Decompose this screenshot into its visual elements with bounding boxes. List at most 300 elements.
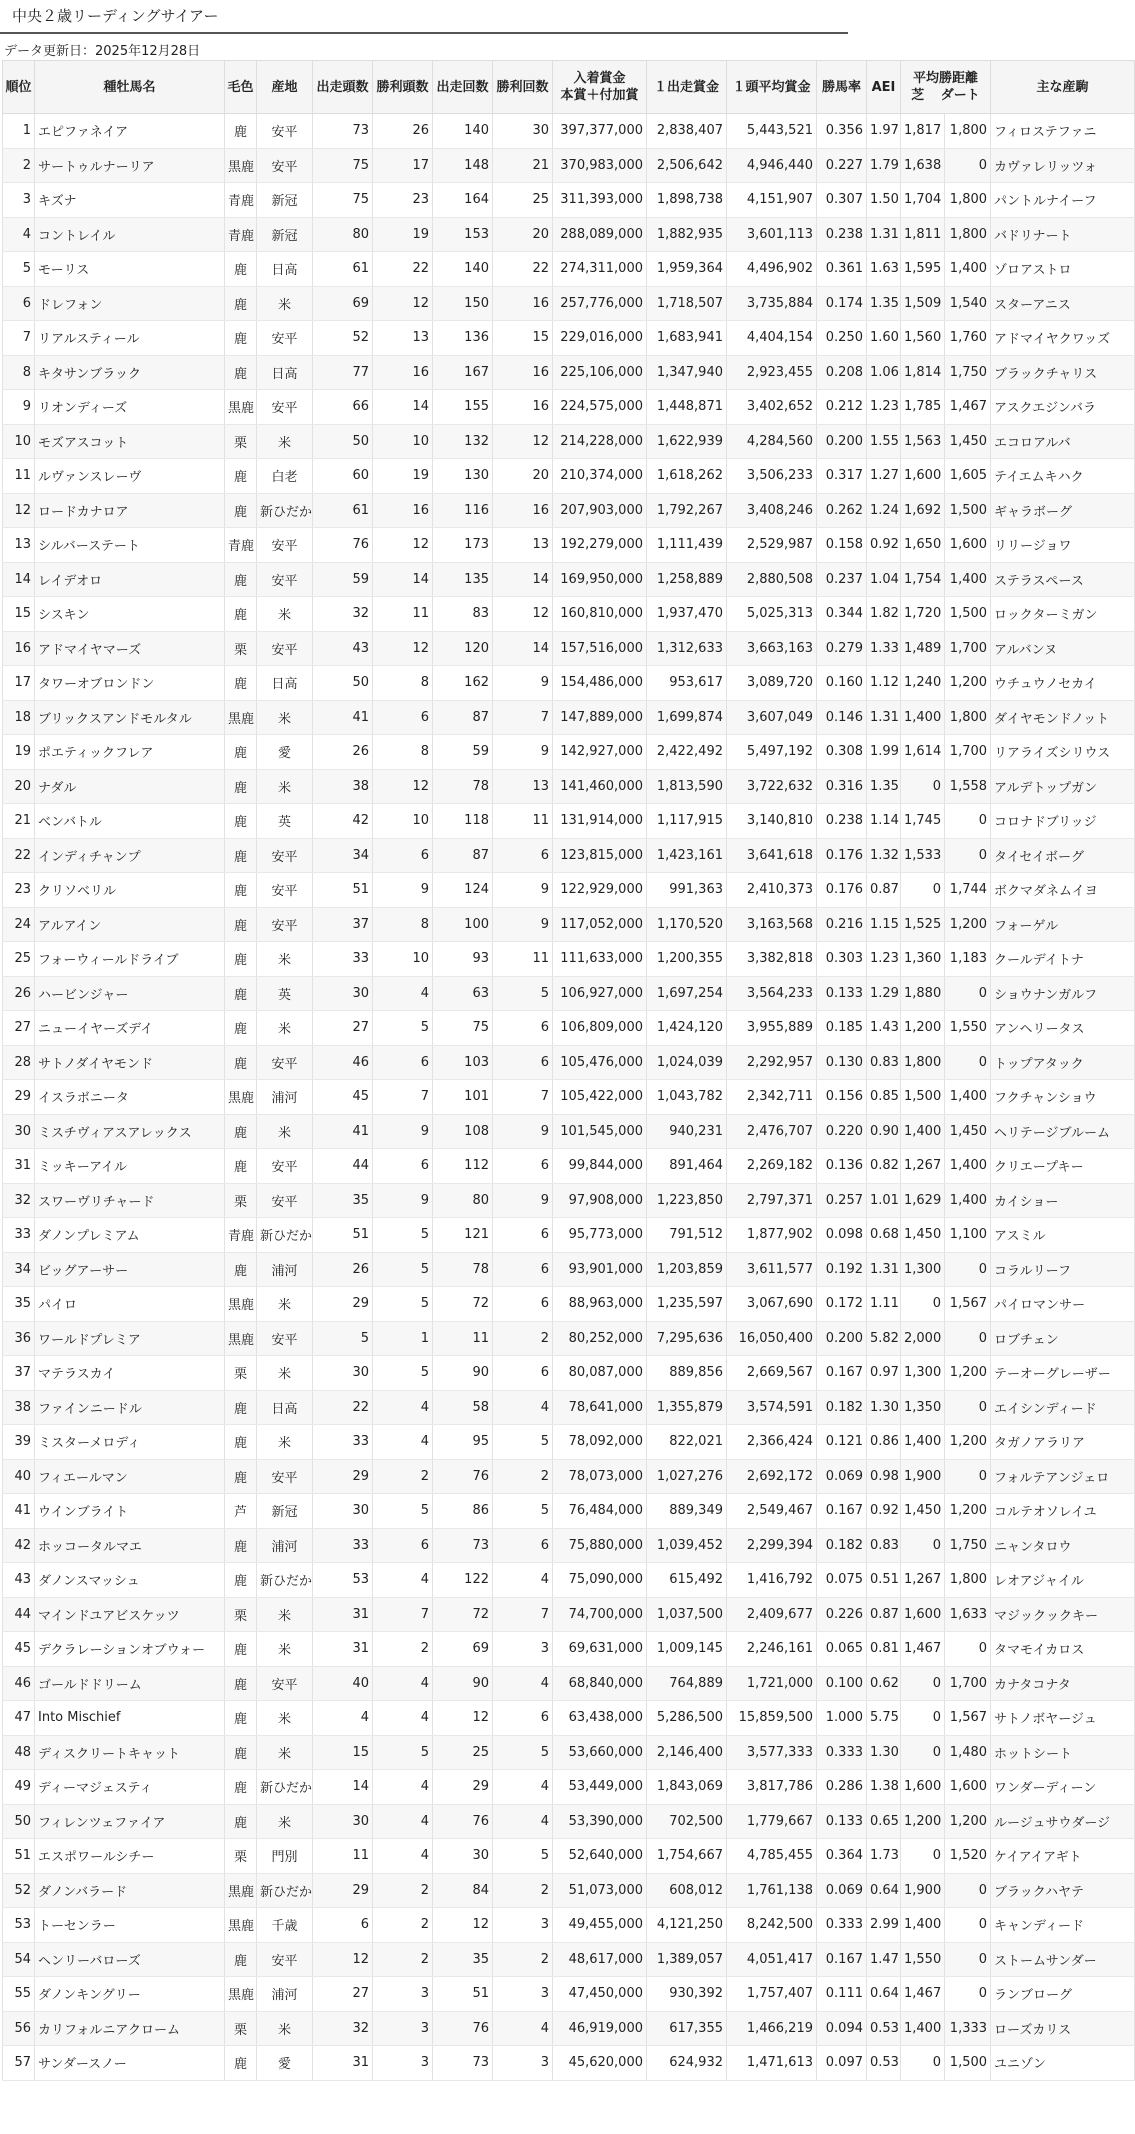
win-rate-cell: 0.212 xyxy=(817,390,867,425)
sire-name-link[interactable]: フォーウィールドライブ xyxy=(35,942,225,977)
dirt-distance-cell: 1,800 xyxy=(945,114,991,149)
main-horse-cell[interactable]: テーオーグレーザー xyxy=(991,1356,1135,1391)
table-row xyxy=(3,183,1135,218)
earnings-cell: 141,460,000 xyxy=(553,769,647,804)
main-horse-cell[interactable]: ショウナンガルフ xyxy=(991,976,1135,1011)
turf-distance-cell: 1,350 xyxy=(901,1390,945,1425)
sire-name-link[interactable]: パイロ xyxy=(35,1287,225,1322)
dirt-distance-cell: 1,550 xyxy=(945,1011,991,1046)
per-runner-cell: 3,663,163 xyxy=(727,631,817,666)
main-horse-cell[interactable]: ストームサンダー xyxy=(991,1942,1135,1977)
turf-distance-cell: 1,880 xyxy=(901,976,945,1011)
sire-name-link[interactable]: コントレイル xyxy=(35,217,225,252)
main-horse-cell[interactable]: パイロマンサー xyxy=(991,1287,1135,1322)
winners-cell: 2 xyxy=(373,1908,433,1943)
main-horse-cell[interactable]: ホットシート xyxy=(991,1735,1135,1770)
earnings-cell: 142,927,000 xyxy=(553,735,647,770)
winners-cell: 14 xyxy=(373,562,433,597)
main-horse-cell[interactable]: アドマイヤクワッズ xyxy=(991,321,1135,356)
per-runner-cell: 3,506,233 xyxy=(727,459,817,494)
per-start-cell: 1,843,069 xyxy=(647,1770,727,1805)
sire-name-link[interactable]: ファインニードル xyxy=(35,1390,225,1425)
sire-name-link[interactable]: リオンディーズ xyxy=(35,390,225,425)
table-row xyxy=(3,1011,1135,1046)
update-date: データ更新日：2025年12月28日 xyxy=(4,44,201,59)
wins-cell: 7 xyxy=(493,1597,553,1632)
main-horse-cell[interactable]: ワンダーディーン xyxy=(991,1770,1135,1805)
main-horse-cell[interactable]: サトノボヤージュ xyxy=(991,1701,1135,1736)
aei-cell: 0.92 xyxy=(867,528,901,563)
sire-name-link[interactable]: カリフォルニアクローム xyxy=(35,2011,225,2046)
earnings-cell: 68,840,000 xyxy=(553,1666,647,1701)
col-header-rank[interactable]: 順位 xyxy=(3,61,35,114)
aei-cell: 0.97 xyxy=(867,1356,901,1391)
sire-name-link[interactable]: ミスチヴィアスアレックス xyxy=(35,1114,225,1149)
win-rate-cell: 0.307 xyxy=(817,183,867,218)
main-horse-cell[interactable]: キャンディード xyxy=(991,1908,1135,1943)
starts-cell: 90 xyxy=(433,1666,493,1701)
origin-cell: 米 xyxy=(257,1597,313,1632)
win-rate-cell: 0.176 xyxy=(817,838,867,873)
main-horse-cell[interactable]: スターアニス xyxy=(991,286,1135,321)
dirt-distance-cell: 1,600 xyxy=(945,528,991,563)
main-horse-cell[interactable]: ダイヤモンドノット xyxy=(991,700,1135,735)
starts-cell: 90 xyxy=(433,1356,493,1391)
page-title: 中央２歳リーディングサイアー xyxy=(0,0,848,34)
main-horse-cell[interactable]: カイショー xyxy=(991,1183,1135,1218)
sire-name-link[interactable]: ウインブライト xyxy=(35,1494,225,1529)
origin-cell: 安平 xyxy=(257,1942,313,1977)
col-header-turf[interactable]: 芝 xyxy=(911,88,925,103)
sire-name-link[interactable]: ダノンプレミアム xyxy=(35,1218,225,1253)
origin-cell: 愛 xyxy=(257,735,313,770)
coat-cell: 鹿 xyxy=(225,493,257,528)
earnings-cell: 93,901,000 xyxy=(553,1252,647,1287)
sire-name-link[interactable]: ナダル xyxy=(35,769,225,804)
sire-name-link[interactable]: ブリックスアンドモルタル xyxy=(35,700,225,735)
table-row xyxy=(3,493,1135,528)
sire-name-link[interactable]: ディーマジェスティ xyxy=(35,1770,225,1805)
col-header-starts[interactable]: 出走回数 xyxy=(433,61,493,114)
coat-cell: 鹿 xyxy=(225,1804,257,1839)
sire-name-link[interactable]: ルヴァンスレーヴ xyxy=(35,459,225,494)
starts-cell: 78 xyxy=(433,769,493,804)
per-runner-cell: 1,877,902 xyxy=(727,1218,817,1253)
turf-distance-cell: 1,400 xyxy=(901,1425,945,1460)
win-rate-cell: 0.257 xyxy=(817,1183,867,1218)
main-horse-cell[interactable]: アルデトップガン xyxy=(991,769,1135,804)
sire-name-link[interactable]: ダノンスマッシュ xyxy=(35,1563,225,1598)
main-horse-cell[interactable]: ゾロアストロ xyxy=(991,252,1135,287)
aei-cell: 1.99 xyxy=(867,735,901,770)
earnings-cell: 160,810,000 xyxy=(553,597,647,632)
main-horse-cell[interactable]: リアライズシリウス xyxy=(991,735,1135,770)
main-horse-cell[interactable]: パントルナイーフ xyxy=(991,183,1135,218)
main-horse-cell[interactable]: コラルリーフ xyxy=(991,1252,1135,1287)
sire-name-link[interactable]: ワールドプレミア xyxy=(35,1321,225,1356)
starts-cell: 12 xyxy=(433,1908,493,1943)
aei-cell: 1.01 xyxy=(867,1183,901,1218)
col-header-win-rate[interactable]: 勝馬率 xyxy=(817,61,867,114)
win-rate-cell: 0.227 xyxy=(817,148,867,183)
aei-cell: 0.65 xyxy=(867,1804,901,1839)
sire-name-link[interactable]: ロードカナロア xyxy=(35,493,225,528)
sire-name-link[interactable]: モズアスコット xyxy=(35,424,225,459)
per-start-cell: 940,231 xyxy=(647,1114,727,1149)
col-header-coat[interactable]: 毛色 xyxy=(225,61,257,114)
sire-name-link[interactable]: ダノンキングリー xyxy=(35,1977,225,2012)
per-runner-cell: 3,601,113 xyxy=(727,217,817,252)
starts-cell: 162 xyxy=(433,666,493,701)
sire-name-link[interactable]: モーリス xyxy=(35,252,225,287)
coat-cell: 鹿 xyxy=(225,1632,257,1667)
turf-distance-cell: 1,811 xyxy=(901,217,945,252)
earnings-cell: 78,641,000 xyxy=(553,1390,647,1425)
sire-name-link[interactable]: シスキン xyxy=(35,597,225,632)
origin-cell: 安平 xyxy=(257,148,313,183)
per-runner-cell: 5,497,192 xyxy=(727,735,817,770)
main-horse-cell[interactable]: エコロアルバ xyxy=(991,424,1135,459)
dirt-distance-cell: 1,400 xyxy=(945,252,991,287)
col-header-origin[interactable]: 産地 xyxy=(257,61,313,114)
main-horse-cell[interactable]: フィロステファニ xyxy=(991,114,1135,149)
sire-name-link[interactable]: キタサンブラック xyxy=(35,355,225,390)
win-rate-cell: 0.167 xyxy=(817,1942,867,1977)
rank-cell: 46 xyxy=(3,1666,35,1701)
main-horse-cell[interactable]: バドリナート xyxy=(991,217,1135,252)
rank-cell: 5 xyxy=(3,252,35,287)
col-header-aei[interactable]: AEI xyxy=(867,61,901,114)
winners-cell: 5 xyxy=(373,1494,433,1529)
per-runner-cell: 2,692,172 xyxy=(727,1459,817,1494)
starts-cell: 121 xyxy=(433,1218,493,1253)
main-horse-cell[interactable]: クールデイトナ xyxy=(991,942,1135,977)
win-rate-cell: 0.136 xyxy=(817,1149,867,1184)
aei-cell: 1.82 xyxy=(867,597,901,632)
rank-cell: 57 xyxy=(3,2046,35,2081)
origin-cell: 新冠 xyxy=(257,1494,313,1529)
col-header-per-runner[interactable]: １頭平均賞金 xyxy=(727,61,817,114)
coat-cell: 青鹿 xyxy=(225,1218,257,1253)
sire-name-link[interactable]: ドレフォン xyxy=(35,286,225,321)
sire-name-link[interactable]: ミスターメロディ xyxy=(35,1425,225,1460)
sire-name-link[interactable]: フィエールマン xyxy=(35,1459,225,1494)
sire-name-link[interactable]: ダノンバラード xyxy=(35,1873,225,1908)
col-header-wins[interactable]: 勝利回数 xyxy=(493,61,553,114)
per-start-cell: 624,932 xyxy=(647,2046,727,2081)
earnings-cell: 105,476,000 xyxy=(553,1045,647,1080)
winners-cell: 10 xyxy=(373,804,433,839)
sire-name-link[interactable]: ポエティックフレア xyxy=(35,735,225,770)
main-horse-cell[interactable]: ロブチェン xyxy=(991,1321,1135,1356)
turf-distance-cell: 1,745 xyxy=(901,804,945,839)
origin-cell: 米 xyxy=(257,1425,313,1460)
earnings-cell: 53,660,000 xyxy=(553,1735,647,1770)
main-horse-cell[interactable]: マジックックキー xyxy=(991,1597,1135,1632)
main-horse-cell[interactable]: ボクマダネムイヨ xyxy=(991,873,1135,908)
col-header-winners[interactable]: 勝利頭数 xyxy=(373,61,433,114)
earnings-cell: 229,016,000 xyxy=(553,321,647,356)
main-horse-cell[interactable]: コロナドブリッジ xyxy=(991,804,1135,839)
main-horse-cell[interactable]: アンヘリータス xyxy=(991,1011,1135,1046)
turf-distance-cell: 1,450 xyxy=(901,1218,945,1253)
sire-name-link[interactable]: インディチャンプ xyxy=(35,838,225,873)
per-runner-cell: 2,269,182 xyxy=(727,1149,817,1184)
wins-cell: 9 xyxy=(493,907,553,942)
main-horse-cell[interactable]: フォーゲル xyxy=(991,907,1135,942)
origin-cell: 浦河 xyxy=(257,1080,313,1115)
earnings-cell: 76,484,000 xyxy=(553,1494,647,1529)
per-runner-cell: 2,409,677 xyxy=(727,1597,817,1632)
main-horse-cell[interactable]: ロックターミガン xyxy=(991,597,1135,632)
coat-cell: 鹿 xyxy=(225,1459,257,1494)
sire-name-link[interactable]: サンダースノー xyxy=(35,2046,225,2081)
dirt-distance-cell: 1,480 xyxy=(945,1735,991,1770)
sire-name-link[interactable]: マテラスカイ xyxy=(35,1356,225,1391)
starts-cell: 11 xyxy=(433,1321,493,1356)
main-horse-cell[interactable]: アルバンヌ xyxy=(991,631,1135,666)
sire-name-link[interactable]: アドマイヤマーズ xyxy=(35,631,225,666)
sire-name-link[interactable]: デクラレーションオブウォー xyxy=(35,1632,225,1667)
wins-cell: 6 xyxy=(493,1356,553,1391)
earnings-cell: 257,776,000 xyxy=(553,286,647,321)
rank-cell: 2 xyxy=(3,148,35,183)
turf-distance-cell: 1,525 xyxy=(901,907,945,942)
sire-name-link[interactable]: キズナ xyxy=(35,183,225,218)
runners-cell: 27 xyxy=(313,1977,373,2012)
main-horse-cell[interactable]: ケイアイアギト xyxy=(991,1839,1135,1874)
sire-name-link[interactable]: ゴールドドリーム xyxy=(35,1666,225,1701)
sire-name-link[interactable]: エスポワールシチー xyxy=(35,1839,225,1874)
sire-name-link[interactable]: リアルスティール xyxy=(35,321,225,356)
runners-cell: 30 xyxy=(313,1804,373,1839)
earnings-cell: 111,633,000 xyxy=(553,942,647,977)
turf-distance-cell: 1,489 xyxy=(901,631,945,666)
turf-distance-cell: 1,650 xyxy=(901,528,945,563)
sire-name-link[interactable]: クリソベリル xyxy=(35,873,225,908)
sire-name-link[interactable]: シルバーステート xyxy=(35,528,225,563)
main-horse-cell[interactable]: タイセイボーグ xyxy=(991,838,1135,873)
main-horse-cell[interactable]: タマモイカロス xyxy=(991,1632,1135,1667)
origin-cell: 千歳 xyxy=(257,1908,313,1943)
per-runner-cell: 2,366,424 xyxy=(727,1425,817,1460)
coat-cell: 鹿 xyxy=(225,1011,257,1046)
main-horse-cell[interactable]: ウチュウノセカイ xyxy=(991,666,1135,701)
table-row xyxy=(3,148,1135,183)
runners-cell: 4 xyxy=(313,1701,373,1736)
rank-cell: 28 xyxy=(3,1045,35,1080)
wins-cell: 3 xyxy=(493,1977,553,2012)
earnings-cell: 105,422,000 xyxy=(553,1080,647,1115)
coat-cell: 鹿 xyxy=(225,942,257,977)
sire-name-link[interactable]: Into Mischief xyxy=(35,1701,225,1736)
main-horse-cell[interactable]: フォルテアンジェロ xyxy=(991,1459,1135,1494)
main-horse-cell[interactable]: トップアタック xyxy=(991,1045,1135,1080)
runners-cell: 59 xyxy=(313,562,373,597)
origin-cell: 新ひだか xyxy=(257,1563,313,1598)
win-rate-cell: 0.333 xyxy=(817,1735,867,1770)
rank-cell: 1 xyxy=(3,114,35,149)
aei-cell: 0.92 xyxy=(867,1494,901,1529)
rank-cell: 48 xyxy=(3,1735,35,1770)
sire-name-link[interactable]: イスラボニータ xyxy=(35,1080,225,1115)
coat-cell: 鹿 xyxy=(225,907,257,942)
winners-cell: 5 xyxy=(373,1252,433,1287)
runners-cell: 45 xyxy=(313,1080,373,1115)
rank-cell: 34 xyxy=(3,1252,35,1287)
aei-cell: 0.87 xyxy=(867,1597,901,1632)
main-horse-cell[interactable]: カヴァレリッツォ xyxy=(991,148,1135,183)
runners-cell: 42 xyxy=(313,804,373,839)
main-horse-cell[interactable]: アスクエジンバラ xyxy=(991,390,1135,425)
per-runner-cell: 2,476,707 xyxy=(727,1114,817,1149)
sire-name-link[interactable]: フィレンツェファイア xyxy=(35,1804,225,1839)
sire-name-link[interactable]: アルアイン xyxy=(35,907,225,942)
sire-name-link[interactable]: ホッコータルマエ xyxy=(35,1528,225,1563)
starts-cell: 164 xyxy=(433,183,493,218)
winners-cell: 9 xyxy=(373,1183,433,1218)
main-horse-cell[interactable]: クリエープキー xyxy=(991,1149,1135,1184)
sire-name-link[interactable]: ビッグアーサー xyxy=(35,1252,225,1287)
main-horse-cell[interactable]: コルテオソレイユ xyxy=(991,1494,1135,1529)
turf-distance-cell: 1,400 xyxy=(901,1114,945,1149)
sire-name-link[interactable]: ハービンジャー xyxy=(35,976,225,1011)
table-row xyxy=(3,390,1135,425)
turf-distance-cell: 1,800 xyxy=(901,1045,945,1080)
main-horse-cell[interactable]: ユニゾン xyxy=(991,2046,1135,2081)
dirt-distance-cell: 1,500 xyxy=(945,2046,991,2081)
starts-cell: 72 xyxy=(433,1597,493,1632)
runners-cell: 76 xyxy=(313,528,373,563)
runners-cell: 69 xyxy=(313,286,373,321)
dirt-distance-cell: 0 xyxy=(945,1873,991,1908)
origin-cell: 英 xyxy=(257,976,313,1011)
origin-cell: 安平 xyxy=(257,1045,313,1080)
win-rate-cell: 0.226 xyxy=(817,1597,867,1632)
win-rate-cell: 0.185 xyxy=(817,1011,867,1046)
main-horse-cell[interactable]: リリージョワ xyxy=(991,528,1135,563)
per-runner-cell: 2,549,467 xyxy=(727,1494,817,1529)
starts-cell: 116 xyxy=(433,493,493,528)
aei-cell: 1.11 xyxy=(867,1287,901,1322)
sire-name-link[interactable]: サートゥルナーリア xyxy=(35,148,225,183)
table-row xyxy=(3,942,1135,977)
per-start-cell: 1,043,782 xyxy=(647,1080,727,1115)
sire-name-link[interactable]: スワーヴリチャード xyxy=(35,1183,225,1218)
main-horse-cell[interactable]: ヘリテージブルーム xyxy=(991,1114,1135,1149)
turf-distance-cell: 1,600 xyxy=(901,1770,945,1805)
win-rate-cell: 0.344 xyxy=(817,597,867,632)
turf-distance-cell: 1,600 xyxy=(901,1597,945,1632)
starts-cell: 93 xyxy=(433,942,493,977)
turf-distance-cell: 1,692 xyxy=(901,493,945,528)
per-runner-cell: 3,722,632 xyxy=(727,769,817,804)
sire-name-link[interactable]: レイデオロ xyxy=(35,562,225,597)
starts-cell: 135 xyxy=(433,562,493,597)
runners-cell: 34 xyxy=(313,838,373,873)
sire-name-link[interactable]: ヘンリーバローズ xyxy=(35,1942,225,1977)
coat-cell: 鹿 xyxy=(225,459,257,494)
per-runner-cell: 1,416,792 xyxy=(727,1563,817,1598)
table-row xyxy=(3,528,1135,563)
main-horse-cell[interactable]: ブラックチャリス xyxy=(991,355,1135,390)
main-horse-cell[interactable]: ニャンタロウ xyxy=(991,1528,1135,1563)
starts-cell: 148 xyxy=(433,148,493,183)
win-rate-cell: 0.174 xyxy=(817,286,867,321)
aei-cell: 1.31 xyxy=(867,217,901,252)
sire-name-link[interactable]: マインドユアビスケッツ xyxy=(35,1597,225,1632)
col-header-runners[interactable]: 出走頭数 xyxy=(313,61,373,114)
win-rate-cell: 0.356 xyxy=(817,114,867,149)
per-start-cell: 1,117,915 xyxy=(647,804,727,839)
main-horse-cell[interactable]: ステラスペース xyxy=(991,562,1135,597)
rank-cell: 39 xyxy=(3,1425,35,1460)
per-runner-cell: 4,284,560 xyxy=(727,424,817,459)
coat-cell: 鹿 xyxy=(225,597,257,632)
main-horse-cell[interactable]: タガノアラリア xyxy=(991,1425,1135,1460)
origin-cell: 安平 xyxy=(257,1321,313,1356)
win-rate-cell: 0.262 xyxy=(817,493,867,528)
col-header-sire[interactable]: 種牡馬名 xyxy=(35,61,225,114)
sire-name-link[interactable]: トーセンラー xyxy=(35,1908,225,1943)
winners-cell: 4 xyxy=(373,1563,433,1598)
main-horse-cell[interactable]: アスミル xyxy=(991,1218,1135,1253)
col-header-earnings[interactable] xyxy=(553,61,647,114)
main-horse-cell[interactable]: フクチャンショウ xyxy=(991,1080,1135,1115)
main-horse-cell[interactable]: ブラックハヤテ xyxy=(991,1873,1135,1908)
table-row xyxy=(3,907,1135,942)
winners-cell: 5 xyxy=(373,1735,433,1770)
turf-distance-cell: 0 xyxy=(901,1839,945,1874)
runners-cell: 66 xyxy=(313,390,373,425)
per-runner-cell: 4,404,154 xyxy=(727,321,817,356)
main-horse-cell[interactable]: カナタコナタ xyxy=(991,1666,1135,1701)
coat-cell: 栗 xyxy=(225,424,257,459)
wins-cell: 20 xyxy=(493,459,553,494)
main-horse-cell[interactable]: ランブローグ xyxy=(991,1977,1135,2012)
rank-cell: 51 xyxy=(3,1839,35,1874)
col-header-dirt[interactable]: ダート xyxy=(940,88,980,103)
main-horse-cell[interactable]: ルージュサウダージ xyxy=(991,1804,1135,1839)
coat-cell: 鹿 xyxy=(225,838,257,873)
sire-name-link[interactable]: タワーオブロンドン xyxy=(35,666,225,701)
col-header-per-start[interactable]: １出走賞金 xyxy=(647,61,727,114)
sire-name-link[interactable]: エピファネイア xyxy=(35,114,225,149)
per-start-cell: 1,027,276 xyxy=(647,1459,727,1494)
rank-cell: 54 xyxy=(3,1942,35,1977)
sire-name-link[interactable]: ニューイヤーズデイ xyxy=(35,1011,225,1046)
main-horse-cell[interactable]: エイシンディード xyxy=(991,1390,1135,1425)
earnings-cell: 75,880,000 xyxy=(553,1528,647,1563)
starts-cell: 100 xyxy=(433,907,493,942)
dirt-distance-cell: 1,800 xyxy=(945,183,991,218)
rank-cell: 55 xyxy=(3,1977,35,2012)
sire-name-link[interactable]: ミッキーアイル xyxy=(35,1149,225,1184)
sire-name-link[interactable]: サトノダイヤモンド xyxy=(35,1045,225,1080)
win-rate-cell: 0.208 xyxy=(817,355,867,390)
earnings-cell: 80,087,000 xyxy=(553,1356,647,1391)
main-horse-cell[interactable]: テイエムキハク xyxy=(991,459,1135,494)
main-horse-cell[interactable]: ギャラボーグ xyxy=(991,493,1135,528)
aei-cell: 0.51 xyxy=(867,1563,901,1598)
col-header-main-horse[interactable]: 主な産駒 xyxy=(991,61,1135,114)
main-horse-cell[interactable]: ローズカリス xyxy=(991,2011,1135,2046)
table-row xyxy=(3,804,1135,839)
sire-name-link[interactable]: ディスクリートキャット xyxy=(35,1735,225,1770)
per-runner-cell: 3,574,591 xyxy=(727,1390,817,1425)
main-horse-cell[interactable]: レオアジャイル xyxy=(991,1563,1135,1598)
sire-name-link[interactable]: ベンバトル xyxy=(35,804,225,839)
